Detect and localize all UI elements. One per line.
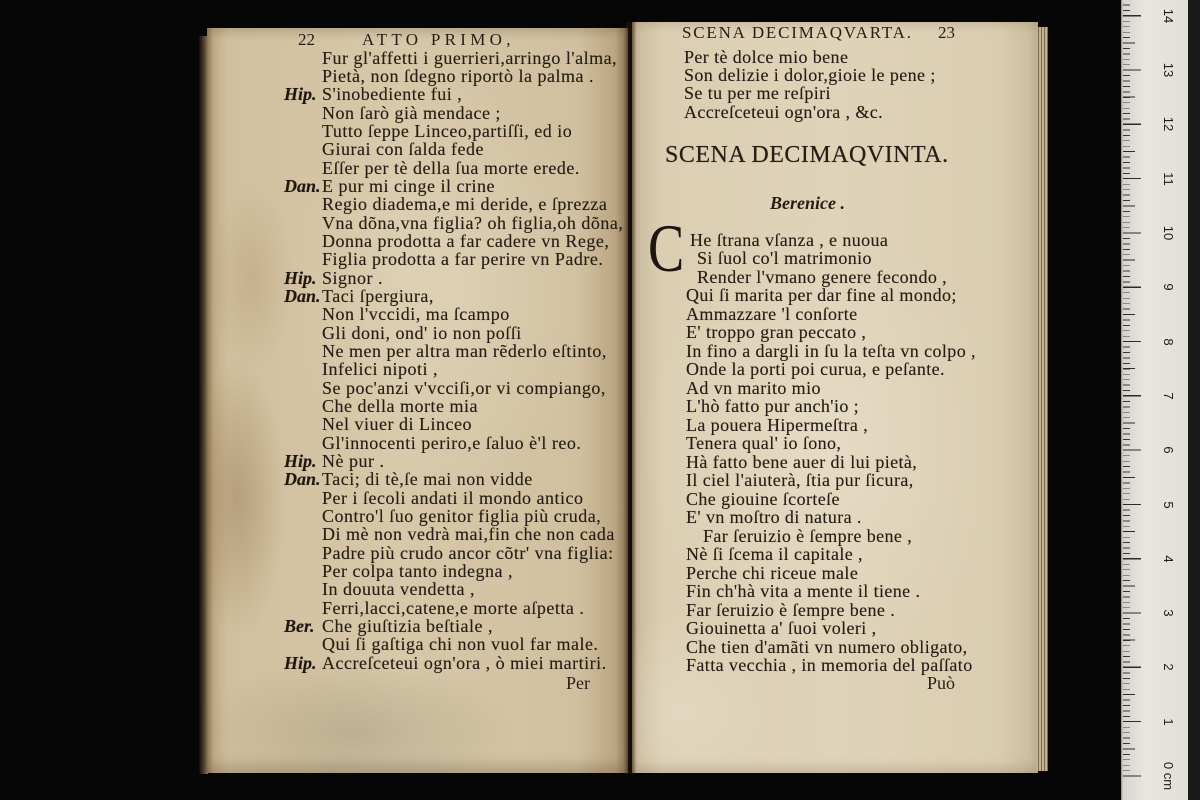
speaker-label: Dan. (284, 286, 321, 307)
verse-line (686, 527, 976, 546)
verse-line (686, 582, 976, 601)
verse-text: E' troppo gran peccato , (686, 322, 867, 343)
verse-line (686, 231, 976, 250)
ruler-number-label: 8 (1161, 337, 1176, 346)
verse-line (284, 544, 623, 562)
verse-line (284, 489, 623, 507)
verse-text: Contro'l ſuo genitor figlia più cruda, (322, 506, 602, 526)
ruler-number-label: 2 (1161, 663, 1176, 672)
verse-text: Pietà, non ſdegno riportò la palma . (322, 66, 594, 87)
verse-line (686, 564, 976, 583)
verse-text: Si ſuol co'l matrimonio (697, 248, 872, 269)
verse-line (284, 617, 623, 635)
verse-text: Regio diadema,e mi deride, e ſprezza (322, 194, 608, 215)
ruler-edge (1188, 0, 1200, 800)
verse-line (686, 416, 976, 435)
verse-text: Tutto ſeppe Linceo,partiſſi, ed io (322, 121, 573, 142)
verse-text: Giurai con ſalda fede (322, 139, 484, 160)
verse-line (686, 397, 976, 416)
verse-line (284, 599, 623, 617)
ruler-number-label: 5 (1161, 500, 1176, 509)
verse-text: S'inobediente fui , (322, 84, 463, 105)
catchword: Può (926, 673, 955, 693)
verse-line (686, 249, 976, 268)
speaker-label: Hip. (284, 451, 317, 472)
verse-text: Qui ſi gaſtiga chi non vuol far male. (322, 634, 599, 655)
ruler-number-label: 14 (1161, 8, 1176, 24)
verse-line (284, 397, 623, 415)
verse-line (686, 305, 976, 324)
ruler-number-label: 11 (1161, 171, 1176, 186)
ruler-number-label: 10 (1161, 225, 1176, 241)
verse-text: E pur mi cinge il crine (322, 176, 495, 197)
verse-line (284, 269, 623, 287)
verse-line (686, 453, 976, 472)
verse-text: He ſtrana vſanza , e nuoua (690, 229, 889, 250)
page-edge-stack (1036, 27, 1048, 771)
verse-text: Che giouine ſcorteſe (686, 488, 840, 509)
verse-text: Che giuſtizia beſtiale , (322, 615, 493, 636)
verse-text: Non l'vccidi, ma ſcampo (322, 304, 510, 325)
verse-line (284, 104, 623, 122)
speaker-label: Dan. (284, 469, 321, 490)
ruler-number-label: 6 (1161, 446, 1176, 454)
verse-text: Giouinetta a' ſuoi voleri , (686, 618, 877, 639)
running-head: ATTO PRIMO, (362, 30, 515, 49)
verse-line (284, 49, 623, 67)
verse-text: Donna prodotta a far cadere vn Rege, (322, 231, 610, 252)
page-number: 22 (298, 30, 315, 49)
ruler-number-label: 3 (1161, 609, 1176, 617)
running-head: SCENA DECIMAQVARTA. (682, 23, 913, 42)
verse-line (284, 470, 623, 488)
verse-line (686, 638, 976, 657)
verse-text: Ad vn marito mio (686, 377, 821, 398)
verse-line (284, 434, 623, 452)
verse-text: E' vn moſtro di natura . (686, 507, 862, 528)
verse-text: Nel viuer di Linceo (322, 414, 472, 435)
verse-line (686, 619, 976, 638)
verse-line (284, 214, 623, 232)
verse-line (284, 452, 623, 470)
verse-text: Taci ſpergiura, (322, 286, 434, 307)
ruler-number-label: 9 (1161, 283, 1176, 291)
verse-line (284, 195, 623, 213)
verse-line (284, 379, 623, 397)
verse-line (686, 490, 976, 509)
ruler (1121, 0, 1188, 800)
verse-line (284, 250, 623, 268)
verse-text: Tenera qual' io ſono, (686, 433, 842, 454)
speaker-label: Hip. (284, 652, 317, 673)
ruler-number-label: 7 (1161, 392, 1176, 400)
verse-text: Che tien d'amãti vn numero obligato, (686, 636, 968, 657)
speaker-label: Dan. (284, 176, 321, 197)
ruler-number-label: 13 (1161, 62, 1176, 78)
verse-text: Eſſer per tè della ſua morte erede. (322, 157, 580, 178)
ruler-number-label: 4 (1161, 555, 1176, 563)
verse-line (684, 84, 936, 102)
verse-line (284, 580, 623, 598)
verse-text: Render l'vmano genere fecondo , (697, 266, 948, 287)
verse-text: Accreſceteui ogn'ora , ò miei martiri. (322, 652, 607, 673)
verse-text: Di mè non vedrà mai,fin che non cada (322, 524, 615, 545)
catchword: Per (566, 673, 590, 693)
verse-line (284, 305, 623, 323)
verse-line (284, 562, 623, 580)
ruler-number-label: 12 (1161, 117, 1176, 132)
speaker-label: Ber. (284, 615, 315, 636)
verse-text: Signor . (322, 267, 384, 288)
verse-text: Non ſarò già mendace ; (322, 102, 501, 123)
verse-line (686, 471, 976, 490)
verse-text: Son delizie i dolor,gioie le pene ; (684, 65, 936, 86)
ruler-number-label: 0 cm (1161, 761, 1176, 791)
verse-line (284, 122, 623, 140)
ruler-number-label: 1 (1161, 718, 1176, 726)
verse-text: Per colpa tanto indegna , (322, 560, 513, 581)
verse-text: Il ciel l'aiuterà, ſtia pur ſicura, (686, 470, 914, 491)
verse-line (684, 48, 936, 66)
verse-text: Hà fatto bene auer di lui pietà, (686, 451, 918, 472)
verse-line (686, 286, 976, 305)
verse-line (686, 360, 976, 379)
verse-line (284, 507, 623, 525)
verse-line (686, 379, 976, 398)
verse-text: L'hò fatto pur anch'io ; (686, 396, 860, 417)
verse-text: Se tu per me reſpiri (684, 83, 831, 104)
verse-text: Far ſeruizio è ſempre bene . (686, 599, 896, 620)
verse-text: Onde la porti poi curua, e peſante. (686, 359, 945, 380)
verse-text: Fin ch'hà vita a mente il tiene . (686, 581, 921, 602)
verse-line (686, 342, 976, 361)
verse-line (284, 342, 623, 360)
verse-line (284, 67, 623, 85)
verse-text: Gl'innocenti periro,e ſaluo è'l reo. (322, 432, 582, 453)
right-verse-block-top (684, 48, 936, 121)
drop-cap: C (648, 210, 685, 286)
verse-line (284, 360, 623, 378)
verse-text: Accreſceteui ogn'ora , &c. (684, 101, 884, 122)
verse-text: Ferri,lacci,catene,e morte aſpetta . (322, 597, 585, 618)
left-page (207, 28, 628, 773)
verse-text: Perche chi riceue male (686, 562, 859, 583)
verse-text: Nè ſi ſcema il capitale , (686, 544, 863, 565)
verse-line (284, 159, 623, 177)
scene-heading: SCENA DECIMAQVINTA. (665, 142, 949, 168)
verse-line (284, 85, 623, 103)
verse-line (284, 525, 623, 543)
verse-text: Fatta vecchia , in memoria del paſſato (686, 655, 973, 676)
page-number: 23 (938, 23, 955, 42)
verse-line (284, 232, 623, 250)
verse-line (684, 66, 936, 84)
speaker-label: Hip. (284, 267, 317, 288)
verse-line (284, 177, 623, 195)
verse-text: Fur gl'affetti i guerrieri,arringo l'alma, (322, 47, 618, 68)
verse-text: Nè pur . (322, 451, 385, 472)
verse-line (284, 635, 623, 653)
verse-text: Per tè dolce mio bene (684, 46, 849, 67)
verse-line (686, 508, 976, 527)
verse-text: Qui ſi marita per dar fine al mondo; (686, 285, 957, 306)
verse-text: Vna dõna,vna figlia? oh figlia,oh dõna, (322, 212, 624, 233)
verse-text: Far ſeruizio è ſempre bene , (703, 525, 913, 546)
verse-line (284, 654, 623, 672)
verse-text: Ne men per altra man rẽderlo eſtinto, (322, 341, 607, 362)
verse-line (684, 103, 936, 121)
verse-text: Taci; di tè,ſe mai non vidde (322, 469, 533, 490)
verse-text: Gli doni, ond' io non poſſi (322, 322, 522, 343)
right-page (632, 22, 1038, 773)
character-name: Berenice . (770, 193, 845, 213)
verse-text: Che della morte mia (322, 396, 478, 417)
verse-text: In fino a dargli in ſu la teſta vn colpo , (686, 340, 976, 361)
verse-line (686, 601, 976, 620)
verse-text: Infelici nipoti , (322, 359, 438, 380)
speaker-label: Hip. (284, 84, 317, 105)
verse-line (686, 656, 976, 675)
verse-line (686, 434, 976, 453)
verse-line (686, 323, 976, 342)
verse-line (284, 287, 623, 305)
verse-line (284, 324, 623, 342)
gutter-shadow (624, 22, 636, 774)
verse-text: Se poc'anzi v'vcciſi,or vi compiango, (322, 377, 606, 398)
verse-text: Ammazzare 'l conſorte (686, 303, 858, 324)
verse-line (686, 268, 976, 287)
verse-line (284, 140, 623, 158)
verse-text: Padre più crudo ancor cõtr' vna figlia: (322, 542, 614, 563)
verse-text: In douuta vendetta , (322, 579, 475, 600)
verse-text: La pouera Hipermeſtra , (686, 414, 869, 435)
verse-line (284, 415, 623, 433)
verse-text: Figlia prodotta a far perire vn Padre. (322, 249, 604, 270)
verse-text: Per i ſecoli andati il mondo antico (322, 487, 584, 508)
right-verse-block (686, 231, 976, 675)
verse-line (686, 545, 976, 564)
ruler-ticks (1123, 0, 1143, 777)
left-verse-block (284, 49, 623, 672)
